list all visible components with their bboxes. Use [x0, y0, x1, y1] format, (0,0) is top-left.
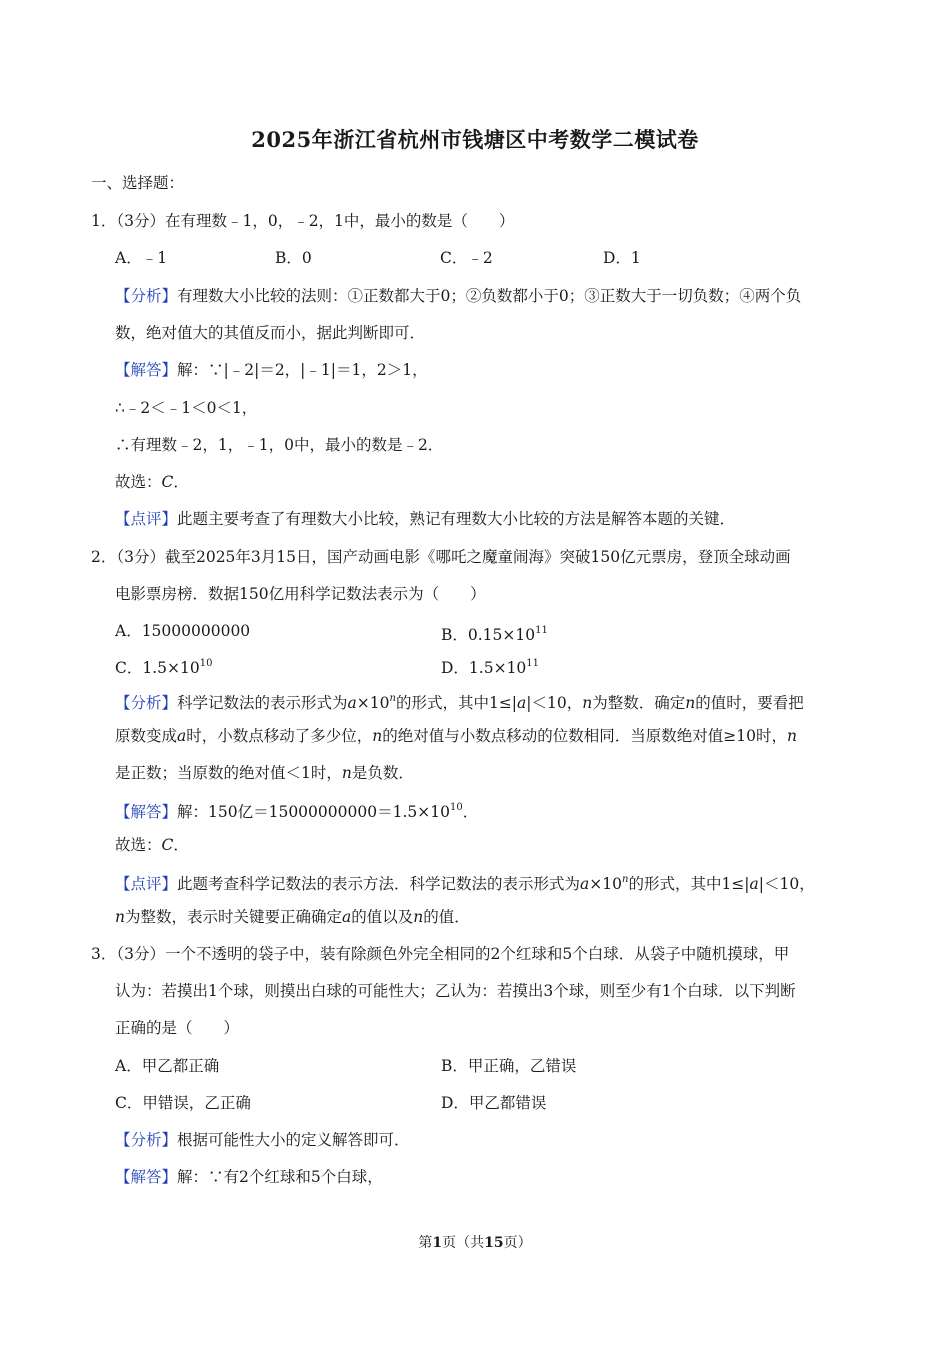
analysis-tag: 【分析】: [115, 1131, 178, 1149]
q2-option-a: A．15000000000: [115, 622, 251, 640]
analysis-tag: 【分析】: [115, 694, 178, 712]
page-total: 15: [484, 1235, 504, 1251]
var-n: n: [786, 727, 797, 745]
q2-choice: [115, 835, 189, 855]
choose-letter: C: [161, 836, 174, 854]
comment-tag: 【点评】: [115, 510, 178, 528]
choose-suffix: ．: [173, 473, 189, 491]
q1-answer-text: 解：∵|﹣2|＝2，|﹣1|＝1，2＞1，: [177, 361, 428, 379]
footer-text: 页）: [503, 1235, 532, 1251]
times-ten: ×10: [356, 694, 390, 712]
q2-comment-text: 的形式，其中1≤|: [628, 875, 750, 893]
q1-option-d: D．1: [603, 249, 641, 267]
q2-option-b: [441, 621, 548, 645]
var-n: n: [622, 874, 629, 885]
footer-text: 页（共: [442, 1235, 485, 1251]
q3-option-b: B．甲正确，乙错误: [441, 1057, 577, 1075]
q2-comment-text: 的值．: [423, 908, 470, 926]
choose-suffix: ．: [173, 836, 189, 854]
q3-stem-cont: 认为：若摸出1个球，则摸出白球的可能性大；乙认为：若摸出3个球，则至少有1个白球．以下判断: [115, 982, 796, 1000]
q2-answer-end: ．: [462, 803, 479, 821]
var-a: a: [347, 694, 357, 712]
q3-option-a: A．甲乙都正确: [115, 1057, 220, 1075]
q2-option-d: [441, 654, 539, 678]
times-ten: ×10: [589, 875, 622, 893]
q3-stem-cont-2: 正确的是（ ）: [115, 1019, 240, 1037]
q2-option-b-base: B．0.15×10: [441, 626, 536, 644]
q1-stem: 1．（3分）在有理数﹣1，0，﹣2，1中，最小的数是（ ）: [91, 212, 515, 230]
answer-tag: 【解答】: [115, 803, 178, 821]
comment-tag: 【点评】: [115, 875, 178, 893]
q2-analysis-text: 时，小数点移动了多少位，: [186, 727, 373, 745]
q3-option-d: D．甲乙都错误: [441, 1094, 547, 1112]
q1-answer: [115, 360, 428, 380]
q2-analysis-text: 是负数．: [351, 764, 414, 782]
q2-analysis-text: 的绝对值与小数点移动的位数相同．当原数绝对值≥10时，: [382, 727, 787, 745]
q2-analysis-text: 是正数；当原数的绝对值＜1时，: [115, 764, 342, 782]
answer-tag: 【解答】: [115, 1168, 178, 1186]
q2-comment-text: 此题考查科学记数法的表示方法．科学记数法的表示形式为: [177, 875, 581, 893]
q2-comment-text: 的值以及: [351, 908, 414, 926]
analysis-tag: 【分析】: [115, 287, 178, 305]
var-n: n: [372, 727, 383, 745]
var-a: a: [580, 875, 590, 893]
q2-analysis-cont-2: [115, 763, 414, 783]
q1-option-b: B．0: [275, 249, 312, 267]
q1-option-c: C．﹣2: [440, 249, 493, 267]
q2-option-c: [115, 654, 212, 678]
q1-analysis: [115, 286, 801, 306]
q3-analysis: [115, 1130, 410, 1150]
var-a: a: [342, 908, 352, 926]
q2-analysis-text: 的形式，其中1≤|: [395, 694, 518, 712]
q2-option-b-exp: 11: [535, 625, 548, 636]
q1-step-2: ∴﹣2＜﹣1＜0＜1，: [115, 399, 258, 417]
q2-analysis: [115, 689, 804, 713]
choose-prefix: 故选：: [115, 473, 162, 491]
answer-tag: 【解答】: [115, 361, 178, 379]
q2-option-c-base: C．1.5×10: [115, 659, 200, 677]
q1-comment-text: 此题主要考查了有理数大小比较，熟记有理数大小比较的方法是解答本题的关键．: [177, 510, 736, 528]
q1-analysis-cont: 数，绝对值大的其值反而小，据此判断即可．: [115, 324, 426, 342]
q1-choice: [115, 472, 189, 492]
q2-answer-text: 解：150亿＝15000000000＝1.5×10: [177, 803, 450, 821]
q2-comment-text: |＜10，: [758, 875, 815, 893]
q2-option-d-exp: 11: [526, 658, 540, 669]
page-title: 2025年浙江省杭州市钱塘区中考数学二模试卷: [251, 127, 699, 152]
q2-option-d-base: D．1.5×10: [441, 659, 527, 677]
q1-option-a: A．﹣1: [115, 249, 168, 267]
q3-option-c: C．甲错误，乙正确: [115, 1094, 251, 1112]
q2-answer: [115, 798, 478, 822]
q3-analysis-text: 根据可能性大小的定义解答即可．: [177, 1131, 410, 1149]
q2-answer-exp: 10: [449, 802, 463, 813]
footer-text: 第: [418, 1235, 433, 1251]
q2-analysis-text: 科学记数法的表示形式为: [177, 694, 348, 712]
var-n: n: [389, 693, 396, 704]
page-footer: [0, 1232, 950, 1252]
page-number: 1: [432, 1235, 443, 1251]
q3-answer-text: 解：∵有2个红球和5个白球，: [177, 1168, 383, 1186]
choose-prefix: 故选：: [115, 836, 162, 854]
var-n: n: [685, 694, 696, 712]
q2-comment-text: 为整数，表示时关键要正确确定: [124, 908, 342, 926]
var-n: n: [341, 764, 352, 782]
q2-analysis-cont: [115, 726, 797, 746]
q2-analysis-text: 的值时，要看把: [695, 694, 804, 712]
q3-stem: 3．（3分）一个不透明的袋子中，装有除颜色外完全相同的2个红球和5个白球．从袋子中随机摸球，甲: [91, 945, 790, 963]
var-n: n: [413, 908, 424, 926]
q2-stem: 2．（3分）截至2025年3月15日，国产动画电影《哪吒之魔童闹海》突破150亿元票房，登顶全球动画: [91, 548, 791, 566]
q2-analysis-text: |＜10，: [526, 694, 583, 712]
q3-answer: [115, 1167, 383, 1187]
var-a: a: [517, 694, 527, 712]
q2-comment-cont: [115, 907, 470, 927]
q2-analysis-text: 为整数．确定: [592, 694, 686, 712]
q1-comment: [115, 509, 735, 529]
choose-letter: C: [161, 473, 174, 491]
var-a: a: [749, 875, 759, 893]
var-n: n: [115, 908, 125, 926]
q2-option-c-exp: 10: [199, 658, 213, 669]
q2-stem-cont: 电影票房榜．数据150亿用科学记数法表示为（ ）: [115, 585, 486, 603]
q2-analysis-text: 原数变成: [115, 727, 178, 745]
q1-step-3: ∴有理数﹣2，1，﹣1，0中，最小的数是﹣2．: [115, 436, 444, 454]
var-a: a: [177, 727, 187, 745]
q1-analysis-text: 有理数大小比较的法则：①正数都大于0；②负数都小于0；③正数大于一切负数；④两个负: [177, 287, 802, 305]
q2-comment: [115, 870, 815, 894]
section-heading: 一、选择题：: [91, 174, 185, 192]
var-n: n: [582, 694, 593, 712]
